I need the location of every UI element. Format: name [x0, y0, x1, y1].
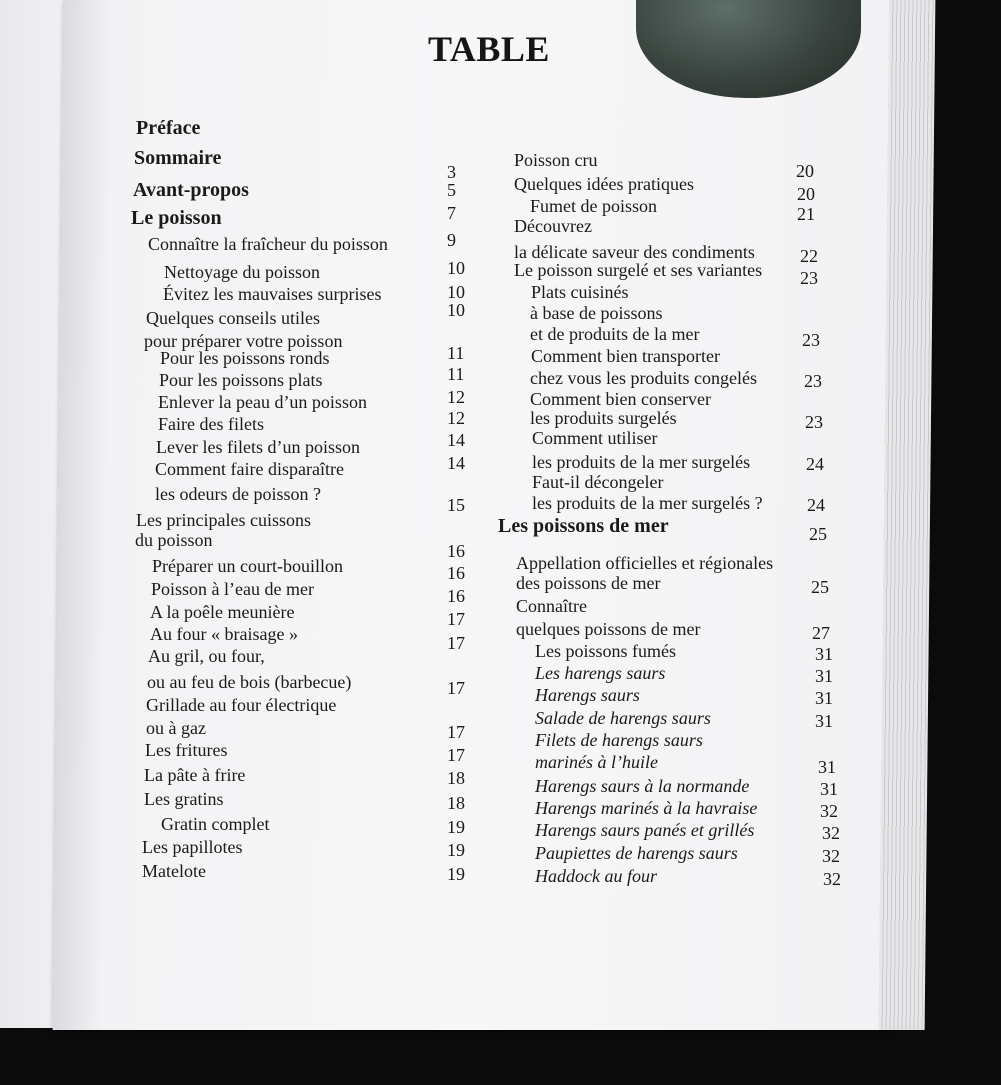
toc-right-page-number: 31	[820, 779, 838, 799]
toc-right-page-number: 23	[800, 268, 818, 288]
toc-left-page-number: 11	[447, 343, 465, 363]
toc-left-entry: Nettoyage du poisson	[164, 262, 320, 282]
toc-right-entry: les produits de la mer surgelés ?	[532, 493, 763, 513]
toc-right-entry: à base de poissons	[530, 303, 663, 323]
toc-left-entry: Le poisson	[131, 207, 222, 229]
toc-right-entry: Les poissons de mer	[498, 515, 669, 537]
toc-left-page-number: 17	[447, 609, 465, 629]
toc-right-entry: la délicate saveur des condiments	[514, 242, 755, 262]
toc-left-entry: Lever les filets d’un poisson	[156, 437, 360, 457]
toc-right-page-number: 27	[812, 623, 830, 643]
toc-left-page-number: 10	[447, 258, 465, 278]
toc-left-page-number: 14	[447, 430, 465, 450]
toc-right-entry: quelques poissons de mer	[516, 619, 701, 639]
toc-right-page-number: 22	[800, 246, 818, 266]
toc-right-entry: Les harengs saurs	[535, 663, 666, 683]
toc-left-entry: Quelques conseils utiles	[146, 308, 320, 328]
toc-left-page-number: 12	[447, 387, 465, 407]
toc-right-entry: les produits de la mer surgelés	[532, 452, 751, 472]
toc-left-entry: Au gril, ou four,	[148, 646, 265, 666]
page-stack-edges	[879, 0, 936, 1030]
toc-left-entry: Gratin complet	[161, 814, 270, 834]
toc-right-page-number: 23	[804, 371, 822, 391]
toc-right-entry: Comment bien conserver	[530, 389, 711, 409]
toc-left-page-number: 19	[447, 864, 465, 884]
toc-left-entry: Connaître la fraîcheur du poisson	[148, 234, 388, 254]
toc-right-entry: Le poisson surgelé et ses variantes	[514, 260, 763, 280]
toc-left-entry: A la poêle meunière	[150, 602, 295, 622]
toc-left-entry: les odeurs de poisson ?	[155, 484, 321, 504]
toc-left-entry: Préparer un court-bouillon	[152, 556, 343, 576]
toc-left-entry: Avant-propos	[133, 179, 249, 201]
toc-left-page-number: 10	[447, 282, 465, 302]
toc-left-page-number: 16	[447, 563, 465, 583]
toc-left-page-number: 16	[447, 586, 465, 606]
toc-right-page-number: 25	[809, 524, 827, 544]
toc-right-page-number: 31	[815, 688, 833, 708]
toc-left-page-number: 7	[447, 203, 456, 223]
toc-right-entry: Faut-il décongeler	[532, 472, 664, 492]
toc-right-page-number: 32	[822, 823, 840, 843]
toc-right-entry: Harengs marinés à la havraise	[535, 798, 758, 818]
toc-right-entry: Harengs saurs à la normande	[535, 776, 750, 796]
toc-right-page-number: 23	[805, 412, 823, 432]
toc-right-page-number: 25	[811, 577, 829, 597]
toc-right-page-number: 32	[820, 801, 838, 821]
page-title: TABLE	[428, 29, 550, 69]
toc-left-entry: Grillade au four électrique	[146, 695, 337, 715]
toc-right-page-number: 21	[797, 204, 815, 224]
toc-left-page-number: 17	[447, 678, 465, 698]
toc-right-entry: Filets de harengs saurs	[535, 730, 703, 750]
toc-right-entry: Salade de harengs saurs	[535, 708, 711, 728]
toc-left-entry: Poisson à l’eau de mer	[151, 579, 314, 599]
toc-left-entry: Pour les poissons ronds	[160, 348, 330, 368]
toc-right-entry: Comment utiliser	[532, 428, 658, 448]
toc-right-entry: Fumet de poisson	[530, 196, 658, 216]
toc-right-entry: Les poissons fumés	[535, 641, 676, 661]
toc-right-page-number: 31	[818, 757, 836, 777]
toc-right-entry: Poisson cru	[514, 150, 598, 170]
toc-left-entry: Les fritures	[145, 740, 228, 760]
toc-right-page-number: 31	[815, 644, 833, 664]
toc-right-entry: les produits surgelés	[530, 408, 677, 428]
toc-right-entry: Connaître	[516, 596, 587, 616]
toc-right-entry: Plats cuisinés	[531, 282, 629, 302]
toc-right-page-number: 31	[815, 666, 833, 686]
toc-left-entry: Au four « braisage »	[150, 624, 298, 644]
toc-left-page-number: 17	[447, 633, 465, 653]
toc-left-page-number: 11	[447, 364, 465, 384]
toc-left-entry: Sommaire	[134, 147, 222, 169]
toc-right-page-number: 31	[815, 711, 833, 731]
toc-right-entry: chez vous les produits congelés	[530, 368, 757, 388]
toc-right-entry: Comment bien transporter	[531, 346, 720, 366]
toc-left-page-number: 15	[447, 495, 465, 515]
toc-right-entry: Découvrez	[514, 216, 592, 236]
toc-left-page-number: 12	[447, 408, 465, 428]
toc-right-page-number: 32	[822, 846, 840, 866]
toc-left-page-number: 3	[447, 162, 456, 182]
toc-left-entry: La pâte à frire	[144, 765, 246, 785]
toc-left-entry: Les gratins	[144, 789, 224, 809]
toc-left-entry: du poisson	[135, 530, 213, 550]
toc-left-entry: Préface	[136, 117, 201, 139]
toc-left-entry: pour préparer votre poisson	[144, 331, 343, 351]
toc-left-page-number: 14	[447, 453, 465, 473]
toc-right-page-number: 24	[806, 454, 824, 474]
toc-right-entry: et de produits de la mer	[530, 324, 700, 344]
toc-right-entry: Appellation officielles et régionales	[516, 553, 774, 573]
toc-left-entry: ou à gaz	[146, 718, 206, 738]
toc-right-page-number: 23	[802, 330, 820, 350]
toc-left-page-number: 18	[447, 793, 465, 813]
toc-left-page-number: 17	[447, 722, 465, 742]
toc-right-page-number: 32	[823, 869, 841, 889]
toc-left-entry: Pour les poissons plats	[159, 370, 323, 390]
toc-left-entry: Les principales cuissons	[136, 510, 311, 530]
toc-right-page-number: 20	[796, 161, 814, 181]
toc-left-entry: ou au feu de bois (barbecue)	[147, 672, 352, 692]
toc-left-page-number: 19	[447, 840, 465, 860]
toc-left-page-number: 16	[447, 541, 465, 561]
toc-left-page-number: 17	[447, 745, 465, 765]
toc-right-entry: Harengs saurs panés et grillés	[535, 820, 755, 840]
toc-right-entry: Paupiettes de harengs saurs	[535, 843, 738, 863]
toc-right-page-number: 20	[797, 184, 815, 204]
toc-left-entry: Matelote	[142, 861, 206, 881]
toc-right-entry: Haddock au four	[535, 866, 657, 886]
toc-right-entry: Quelques idées pratiques	[514, 174, 694, 194]
toc-left-page-number: 18	[447, 768, 465, 788]
toc-left-entry: Faire des filets	[158, 414, 264, 434]
toc-right-page-number: 24	[807, 495, 825, 515]
toc-left-page-number: 19	[447, 817, 465, 837]
toc-right-entry: des poissons de mer	[516, 573, 661, 593]
toc-left-page-number: 10	[447, 300, 465, 320]
toc-right-entry: Harengs saurs	[535, 685, 640, 705]
toc-left-entry: Enlever la peau d’un poisson	[158, 392, 367, 412]
toc-right-entry: marinés à l’huile	[535, 752, 658, 772]
toc-left-page-number: 5	[447, 180, 456, 200]
toc-left-entry: Les papillotes	[142, 837, 243, 857]
toc-left-page-number: 9	[447, 230, 456, 250]
toc-left-entry: Évitez les mauvaises surprises	[163, 284, 382, 304]
toc-left-entry: Comment faire disparaître	[155, 459, 344, 479]
